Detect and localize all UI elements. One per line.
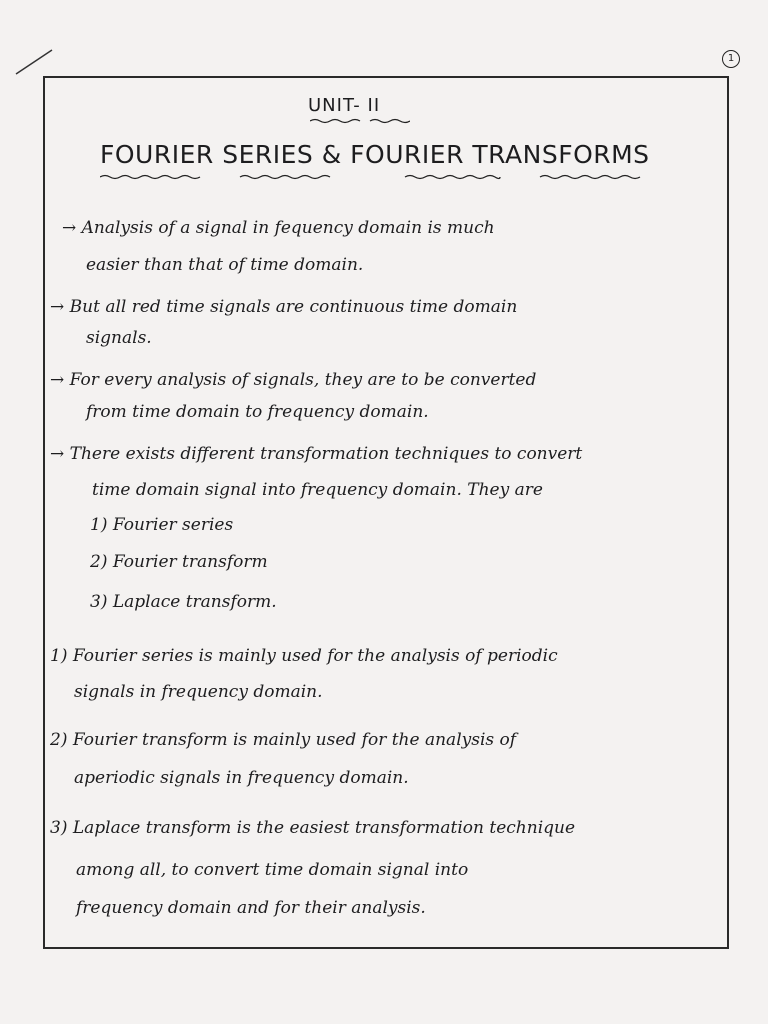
text-line-10: 2) Fourier transform bbox=[90, 552, 268, 572]
margin-pen-stroke bbox=[14, 46, 54, 76]
text-line-1: → Analysis of a signal in fequency domain is much bbox=[62, 218, 495, 238]
text-line-16: 3) Laplace transform is the easiest transformation technique bbox=[50, 818, 576, 838]
text-line-13: signals in frequency domain. bbox=[74, 682, 323, 702]
page-number: 1 bbox=[722, 50, 740, 68]
unit-underline bbox=[310, 118, 410, 124]
text-line-8: time domain signal into frequency domain. They are bbox=[92, 480, 543, 500]
text-line-18: frequency domain and for their analysis. bbox=[76, 898, 426, 918]
page-title: FOURIER SERIES & FOURIER TRANSFORMS bbox=[100, 140, 650, 169]
text-line-9: 1) Fourier series bbox=[90, 515, 234, 535]
title-underline bbox=[100, 174, 680, 180]
text-line-6: from time domain to frequency domain. bbox=[86, 402, 429, 422]
text-line-4: signals. bbox=[86, 328, 152, 348]
text-line-11: 3) Laplace transform. bbox=[90, 592, 277, 612]
text-line-2: easier than that of time domain. bbox=[86, 255, 364, 275]
text-line-12: 1) Fourier series is mainly used for the analysis of periodic bbox=[50, 646, 558, 666]
text-line-17: among all, to convert time domain signal into bbox=[76, 860, 469, 880]
text-line-7: → There exists different transformation techniques to convert bbox=[50, 444, 583, 464]
text-line-3: → But all red time signals are continuous time domain bbox=[50, 297, 518, 317]
text-line-14: 2) Fourier transform is mainly used for the analysis of bbox=[50, 730, 517, 750]
text-line-15: aperiodic signals in frequency domain. bbox=[74, 768, 409, 788]
unit-heading: UNIT- II bbox=[308, 95, 381, 116]
text-line-5: → For every analysis of signals, they are to be converted bbox=[50, 370, 537, 390]
